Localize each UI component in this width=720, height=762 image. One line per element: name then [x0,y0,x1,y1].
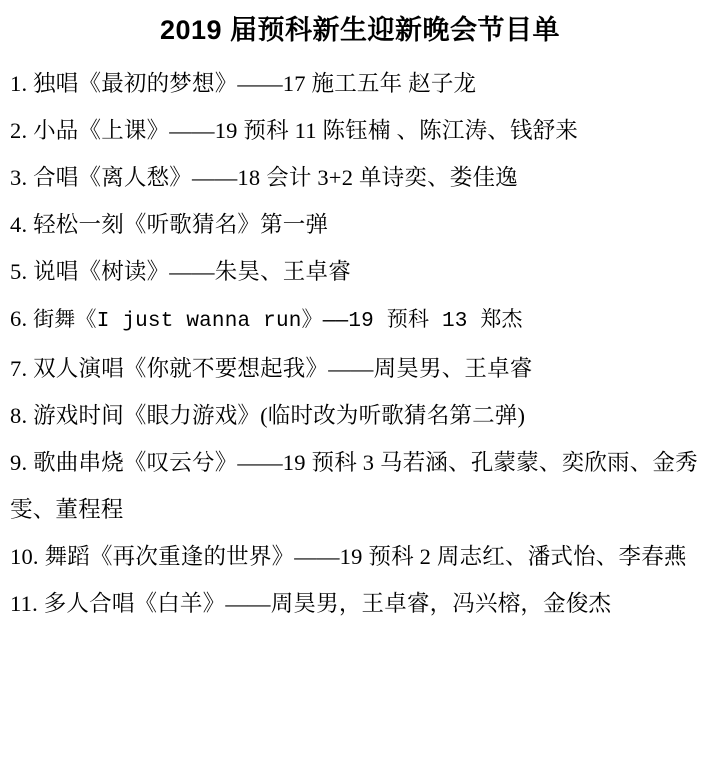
list-item-text: 轻松一刻《听歌猜名》第一弹 [33,212,329,238]
list-item-number: 10. [10,544,39,570]
list-item-text: 舞蹈《再次重逢的世界》——19 预科 2 周志红、潘式怡、李春燕 [44,544,687,570]
list-item-number: 2. [10,118,28,144]
list-item-text: 多人合唱《白羊》——周昊男，王卓睿，冯兴榕，金俊杰 [43,591,612,617]
list-item-number: 1. [10,71,28,97]
list-item-number: 8. [10,403,28,429]
page-title: 2019 届预科新生迎新晚会节目单 [159,15,561,45]
list-item [10,345,710,392]
list-item [10,439,710,533]
list-item [10,60,710,107]
program-list [10,60,710,627]
list-item-number: 11. [10,591,38,617]
list-item [10,248,710,295]
list-item-text: 双人演唱《你就不要想起我》——周昊男、王卓睿 [33,356,533,382]
list-item [10,107,710,154]
list-item-text: 合唱《离人愁》——18 会计 3+2 单诗奕、娄佳逸 [33,165,518,191]
list-item [10,580,710,627]
list-item-number: 5. [10,259,28,285]
list-item-number: 6. [10,306,28,332]
list-item-text: 小品《上课》——19 预科 11 陈钰楠 、陈江涛、钱舒来 [33,118,579,144]
list-item [10,201,710,248]
list-item [10,154,710,201]
list-item-text: 说唱《树读》——朱昊、王卓睿 [33,259,351,285]
list-item-text: 独唱《最初的梦想》——17 施工五年 赵子龙 [33,71,477,97]
list-item-number: 4. [10,212,28,238]
list-item-text: 歌曲串烧《叹云兮》——19 预科 3 马若涵、孔蒙蒙、奕欣雨、金秀雯、董程程 [10,450,698,523]
list-item [10,295,710,345]
list-item [10,533,710,580]
list-item-text: 街舞《I just wanna run》——19 预科 13 郑杰 [33,310,523,334]
list-item-number: 3. [10,165,28,191]
list-item-text: 游戏时间《眼力游戏》(临时改为听歌猜名第二弹) [33,403,526,429]
list-item [10,392,710,439]
list-item-number: 7. [10,356,28,382]
list-item-number: 9. [10,450,28,476]
